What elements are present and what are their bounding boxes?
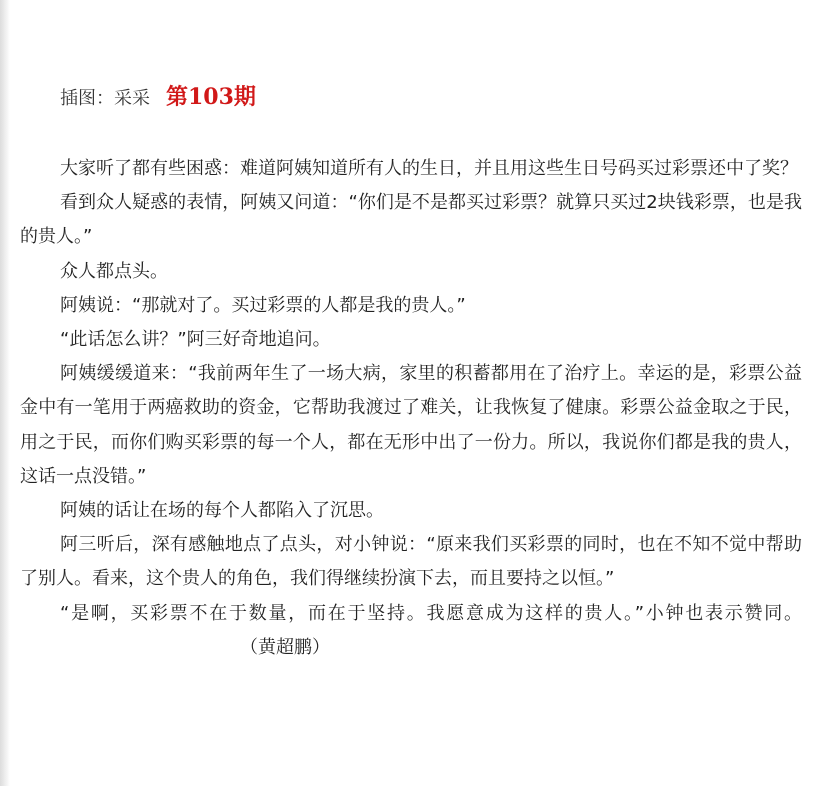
paragraph: 阿姨说：“那就对了。买过彩票的人都是我的贵人。” — [60, 294, 466, 316]
author-byline: （黄超鹏） — [240, 636, 330, 658]
paragraph: 阿三听后，深有感触地点了点头，对小钟说：“原来我们买彩票的同时，也在不知不觉中帮助了别人。看来，这个贵人的角色，我们得继续扮演下去，而且要持之以恒。” — [20, 534, 802, 590]
paragraph: 众人都点头。 — [60, 260, 168, 282]
paragraph: 阿姨缓缓道来：“我前两年生了一场大病，家里的积蓄都用在了治疗上。幸运的是，彩票公益金中有一笔用于两癌救助的资金，它帮助我渡过了难关，让我恢复了健康。彩票公益金取之于民，用之于民，而你们购买彩票的每一个人，都在无形中出了一份力。所以，我说你们都是我的贵人，这话一点没错。” — [20, 363, 802, 487]
paragraph: “此话怎么讲？”阿三好奇地追问。 — [60, 329, 331, 351]
article-header — [60, 80, 256, 111]
paragraph: 看到众人疑惑的表情，阿姨又问道：“你们是不是都买过彩票？就算只买过2块钱彩票，也是我的贵人。” — [20, 192, 802, 248]
paragraph: 大家听了都有些困惑：难道阿姨知道所有人的生日，并且用这些生日号码买过彩票还中了奖？ — [60, 158, 798, 179]
issue-number: 第103期 — [166, 84, 256, 110]
paragraph: 阿姨的话让在场的每个人都陷入了沉思。 — [60, 500, 384, 522]
page-edge-shadow — [0, 0, 10, 786]
article-body — [20, 152, 802, 665]
closing-paragraph — [20, 597, 802, 665]
closing-paragraph-text: “是啊，买彩票不在于数量，而在于坚持。我愿意成为这样的贵人。”小钟也表示赞同。 — [60, 602, 802, 624]
illustration-credit: 插图：采采 — [60, 88, 150, 109]
